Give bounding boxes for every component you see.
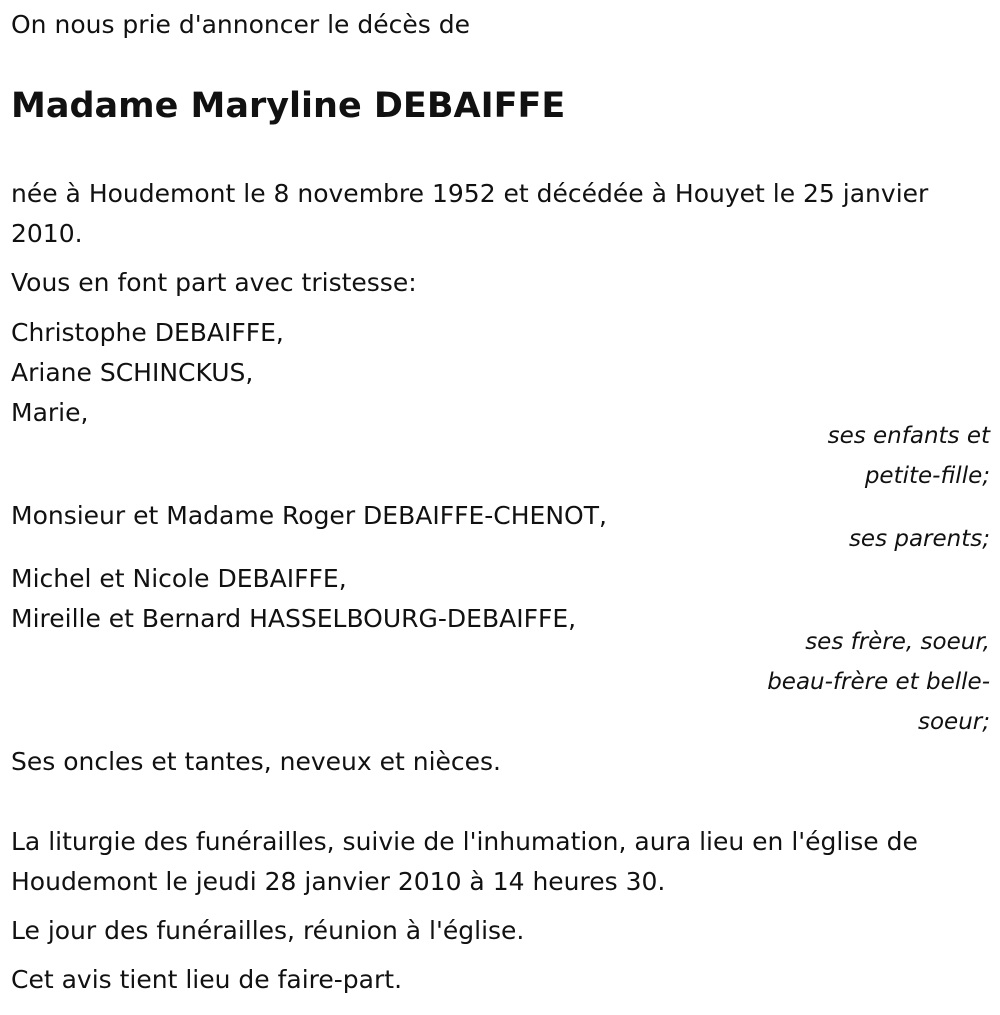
announcement-text: Vous en font part avec tristesse:	[11, 268, 417, 297]
sibling-name: Mireille et Bernard HASSELBOURG-DEBAIFFE,	[11, 604, 577, 633]
child-name: Ariane SCHINCKUS,	[11, 358, 254, 387]
funeral-line-2: Houdemont le jeudi 28 janvier 2010 à 14 heures 30.	[11, 867, 666, 896]
siblings-relation: ses frère, soeur,	[805, 629, 990, 655]
parents-relation: ses parents;	[848, 526, 990, 552]
siblings-relation: beau-frère et belle-	[767, 669, 990, 695]
reunion-text: Le jour des funérailles, réunion à l'église.	[11, 916, 525, 945]
siblings-relation: soeur;	[918, 709, 990, 735]
extended-family-text: Ses oncles et tantes, neveux et nièces.	[11, 747, 501, 776]
birth-death-line-2: 2010.	[11, 219, 83, 248]
parents-name: Monsieur et Madame Roger DEBAIFFE-CHENOT,	[11, 501, 607, 530]
child-name: Christophe DEBAIFFE,	[11, 318, 284, 347]
funeral-line-1: La liturgie des funérailles, suivie de l'inhumation, aura lieu en l'église de	[11, 827, 918, 856]
sibling-name: Michel et Nicole DEBAIFFE,	[11, 564, 347, 593]
intro-text: On nous prie d'annoncer le décès de	[11, 10, 470, 39]
closing-text: Cet avis tient lieu de faire-part.	[11, 965, 403, 994]
deceased-name: Madame Maryline DEBAIFFE	[11, 86, 566, 126]
child-name: Marie,	[11, 398, 89, 427]
children-relation: ses enfants et	[827, 423, 990, 449]
children-relation: petite-fille;	[864, 463, 990, 489]
birth-death-line-1: née à Houdemont le 8 novembre 1952 et décédée à Houyet le 25 janvier	[11, 179, 929, 208]
